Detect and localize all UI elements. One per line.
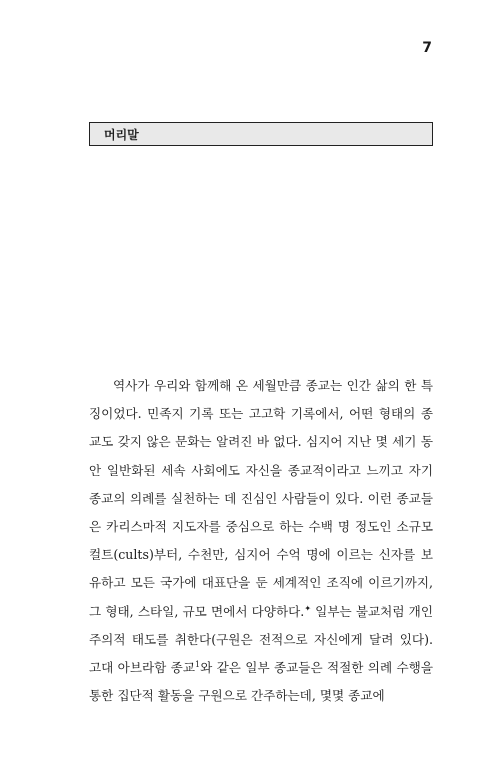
chapter-heading bbox=[89, 122, 433, 146]
paragraph-text-3: 와 같은 일부 종교들은 적절한 의례 수행을 통한 집단적 활동을 구원으로 간주하는데, 몇몇 종교에 bbox=[89, 660, 433, 704]
paragraph-text-2: 일부는 불교처럼 개인주의적 태도를 취한다(구원은 전적으로 자신에게 달려 있다). 고대 아브라함 종교 bbox=[89, 603, 433, 676]
footnote-marker-number: 1 bbox=[195, 659, 201, 669]
body-paragraph bbox=[89, 372, 433, 710]
paragraph-text-1: 역사가 우리와 함께해 온 세월만큼 종교는 인간 삶의 한 특징이었다. 민족지 기록 또는 고고학 기록에서, 어떤 형태의 종교도 갖지 않은 문화는 알려진 바 없다. 심지어 지난 몇 세기 동안 일반화된 세속 사회에도 자신을 종교적이라고 느끼고 자기 종교의 의례를 실천하는 데 진심인 사람들이 있다. 이런 종교들은 카리스마적 지도자를 중심으로 하는 수백 명 정도인 소규모 컬트(cults)부터, 수천만, 심지어 수억 명에 이르는 신자를 보유하고 모든 국가에 대표단을 둔 세계적인 조직에 이르기까지, 그 형태, 스타일, 규모 면에서 다양하다. bbox=[89, 378, 433, 619]
page-number: 7 bbox=[422, 40, 432, 56]
footnote-marker-diamond: ✦ bbox=[304, 603, 312, 613]
chapter-title: 머리말 bbox=[104, 127, 139, 142]
